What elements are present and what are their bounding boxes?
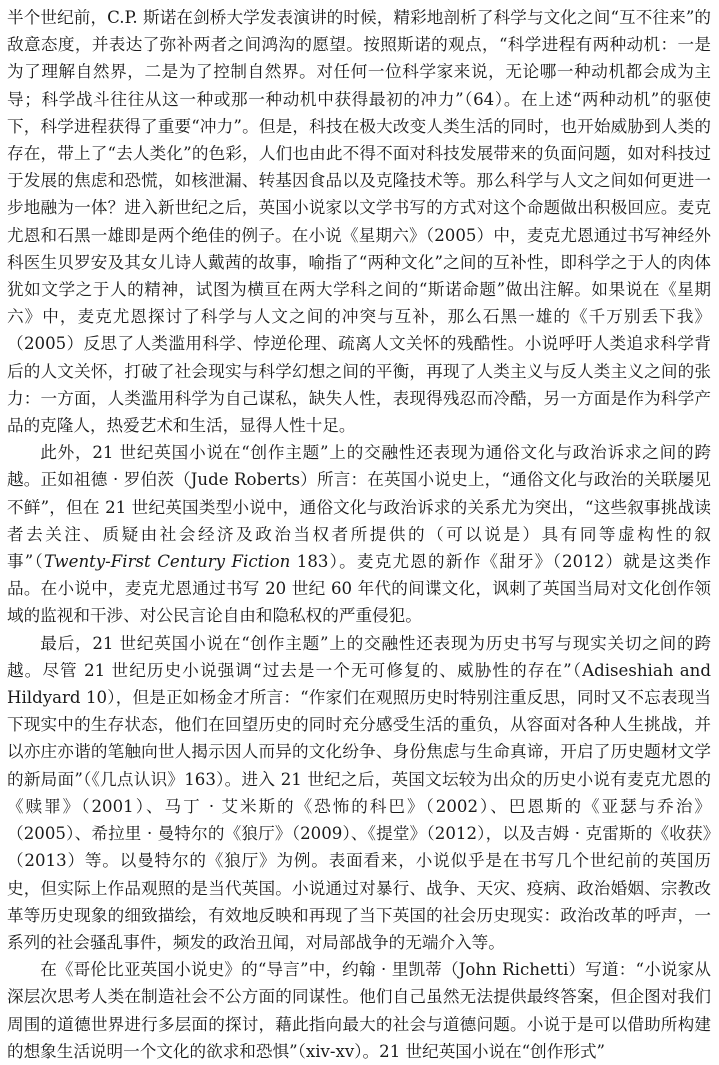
- book-title-italic: Twenty-First Century Fiction: [43, 552, 291, 572]
- paragraph-3: 最后，21 世纪英国小说在“创作主题”上的交融性还表现为历史书写与现实关切之间的跨越。尽管 21 世纪历史小说强调“过去是一个无可修复的、威胁性的存在”（Adiseshiah and Hildyard 10），但是正如杨金才所言：“作家们在观照历史时特别注重反思，同时又不忘表现当下现实中的生存状态，他们在回望历史的同时充分感受生活的重负，从容面对各种人生挑战，并以亦庄亦谐的笔触向世人揭示因人而异的文化纷争、身份焦虑与生命真谛，开启了历史题材文学的新局面”（《几点认识》163）。进入 21 世纪之后，英国文坛较为出众的历史小说有麦克尤恩的《赎罪》（2001）、马丁 · 艾米斯的《恐怖的科巴》（2002）、巴恩斯的《亚瑟与乔治》（2005）、希拉里 · 曼特尔的《狼厅》（2009）、《提堂》（2012），以及吉姆 · 克雷斯的《收获》（2013）等。以曼特尔的《狼厅》为例。表面看来，小说似乎是在书写几个世纪前的英国历史，但实际上作品观照的是当代英国。小说通过对暴行、战争、天灾、疫病、政治婚姻、宗教改革等历史现象的细致描绘，有效地反映和再现了当下英国的社会历史现实：政治改革的呼声，一系列的社会骚乱事件，频发的政治丑闻，对局部战争的无端介入等。: [7, 633, 711, 952]
- paragraph-2: [7, 439, 711, 629]
- paragraph-4: 在《哥伦比亚英国小说史》的“导言”中，约翰 · 里凯蒂（John Richetti）写道：“小说家从深层次思考人类在制造社会不公方面的同谋性。他们自己虽然无法提供最终答案，但企图对我们周围的道德世界进行多层面的探讨，藉此指向最大的社会与道德问题。小说于是可以借助所构建的想象生活说明一个文化的欲求和恐惧”（xiv-xv）。21 世纪英国小说在“创作形式”: [7, 960, 711, 1061]
- paragraph-2-text-before: 此外，21 世纪英国小说在“创作主题”上的交融性还表现为通俗文化与政治诉求之间的跨越。正如祖德 · 罗伯茨（Jude Roberts）所言：在英国小说史上，“通俗文化与政治的关联屡见不鲜”，但在 21 世纪英国类型小说中，通俗文化与政治诉求的关系尤为突出，“这些叙事挑战读者去关注、质疑由社会经济及政治当权者所提供的（可以说是）具有同等虚构性的叙事”（: [7, 443, 711, 572]
- paragraph-1: 半个世纪前，C.P. 斯诺在剑桥大学发表演讲的时候，精彩地剖析了科学与文化之间“互不往来”的敌意态度，并表达了弥补两者之间鸿沟的愿望。按照斯诺的观点，“科学进程有两种动机：一是为了理解自然界，二是为了控制自然界。对任何一位科学家来说，无论哪一种动机都会成为主导；科学战斗往往从这一种或那一种动机中获得最初的冲力”（64）。在上述“两种动机”的驱使下，科学进程获得了重要“冲力”。但是，科技在极大改变人类生活的同时，也开始威胁到人类的存在，带上了“去人类化”的色彩，人们也由此不得不面对科技发展带来的负面问题，如对科技过于发展的焦虑和恐慌，如核泄漏、转基因食品以及克隆技术等。那么科学与人文之间如何更进一步地融为一体？进入新世纪之后，英国小说家以文学书写的方式对这个命题做出积极回应。麦克尤恩和石黑一雄即是两个绝佳的例子。在小说《星期六》（2005）中，麦克尤恩通过书写神经外科医生贝罗安及其女儿诗人戴茜的故事，喻指了“两种文化”之间的互补性，即科学之于人的肉体犹如文学之于人的精神，试图为横亘在两大学科之间的“斯诺命题”做出注解。如果说在《星期六》中，麦克尤恩探讨了科学与人文之间的冲突与互补，那么石黑一雄的《千万别丢下我》（2005）反思了人类滥用科学、悖逆伦理、疏离人文关怀的残酷性。小说呼吁人类追求科学背后的人文关怀，打破了社会现实与科学幻想之间的平衡，再现了人类主义与反人类主义之间的张力：一方面，人类滥用科学为自己谋私，缺失人性，表现得残忍而冷酷，另一方面是作为科学产品的克隆人，热爱艺术和生活，显得人性十足。: [7, 8, 711, 436]
- paragraph-2-text-after: 183）。麦克尤恩的新作《甜牙》（2012）就是这类作品。在小说中，麦克尤恩通过书写 20 世纪 60 年代的间谍文化，讽刺了英国当局对文化创作领域的监视和干涉、对公民言论自由和隐私权的严重侵犯。: [7, 552, 711, 626]
